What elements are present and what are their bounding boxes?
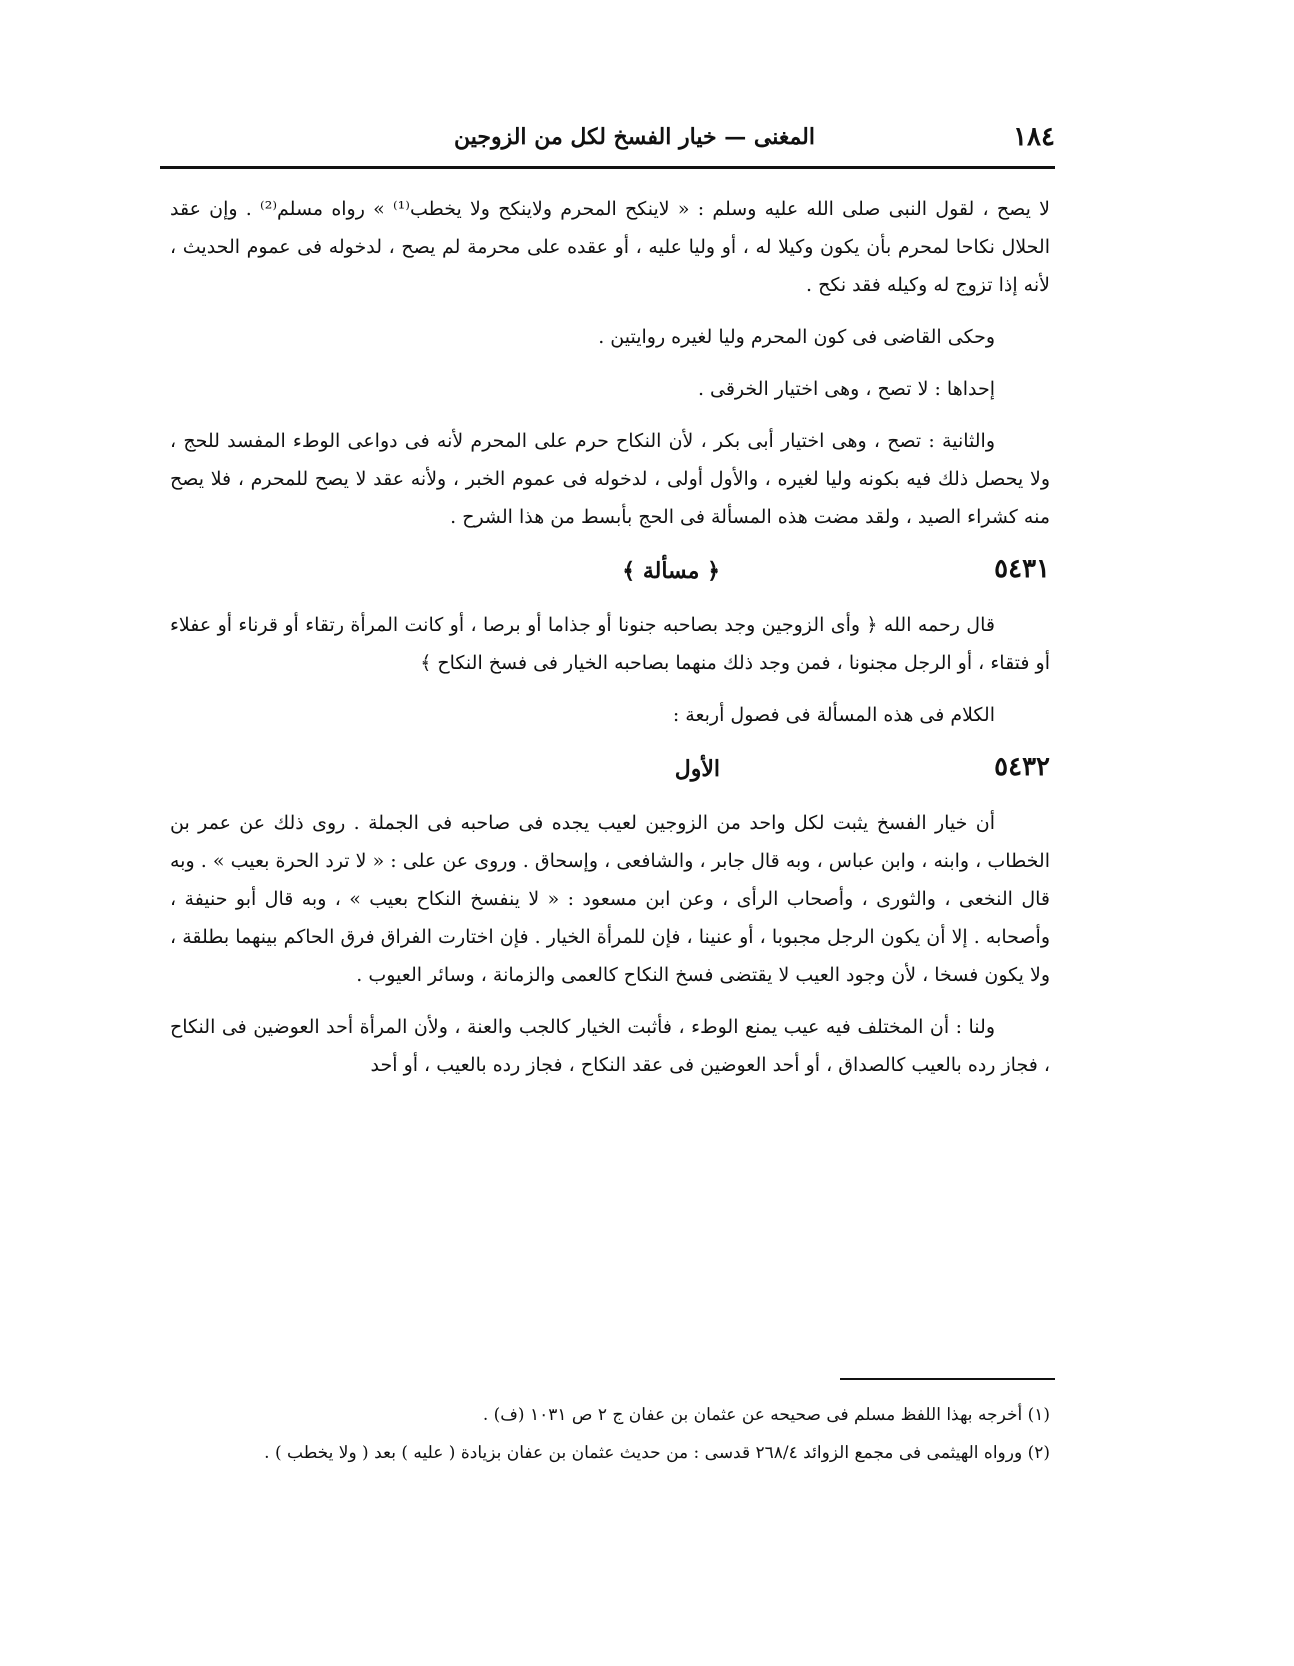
paragraph: قال رحمه الله ﴿ وأى الزوجين وجد بصاحبه جنونا أو جذاما أو برصا ، أو كانت المرأة رتقاء أو قرناء أو عفلاء أو فتقاء ، أو الرجل مجنونا ، فمن وجد ذلك منهما بصاحبه الخيار فى فسخ النكاح ﴾ [170,614,1050,674]
paragraph: لا يصح ، لقول النبى صلى الله عليه وسلم : « لاينكح المحرم ولاينكح ولا يخطب⁽¹⁾ » رواه مسلم⁽²⁾ . وإن عقد الحلال نكاحا لمحرم بأن يكون وكيلا له ، أو وليا عليه ، أو عقده على محرمة لم يصح ، لدخوله فى عموم الحديث ، لأنه إذا تزوج له وكيله فقد نكح . [170,198,1050,296]
running-title: المغنى — خيار الفسخ لكل من الزوجين [453,124,815,150]
paragraph: إحداها : لا تصح ، وهى اختيار الخرقى . [697,378,995,400]
footnote: (٢) ورواه الهيثمى فى مجمع الزوائد ٢٦٨/٤ قدسى : من حديث عثمان بن عفان بزيادة ( عليه ) بعد ( ولا يخطب ) . [264,1443,1050,1463]
footnote-rule [840,1378,1055,1380]
section-number: ٥٤٣٢ [994,752,1050,782]
paragraph: وحكى القاضى فى كون المحرم وليا لغيره روايتين . [598,326,995,348]
footnote: (١) أخرجه بهذا اللفظ مسلم فى صحيحه عن عثمان بن عفان ج ٢ ص ١٠٣١ (ف) . [482,1405,1050,1425]
section-label: الأول [674,756,720,782]
section-heading-first [170,748,1050,794]
section-number: ٥٤٣١ [994,554,1050,584]
page-header [160,118,1055,162]
paragraph: الكلام فى هذه المسألة فى فصول أربعة : [672,704,995,726]
page-number: ١٨٤ [1013,122,1055,152]
footnotes [165,1398,1050,1474]
section-label: ﴿ مسألة ﴾ [622,558,720,584]
paragraph: أن خيار الفسخ يثبت لكل واحد من الزوجين لعيب يجده فى صاحبه فى الجملة . روى ذلك عن عمر بن الخطاب ، وابنه ، وابن عباس ، وبه قال جابر ، والشافعى ، وإسحاق . وروى عن على : « لا ترد الحرة بعيب » . وبه قال النخعى ، والثورى ، وأصحاب الرأى ، وعن ابن مسعود : « لا ينفسخ النكاح بعيب » ، وبه قال أبو حنيفة ، وأصحابه . إلا أن يكون الرجل مجبوبا ، أو عنينا ، فإن للمرأة الخيار . فإن اختارت الفراق فرق الحاكم بينهما بطلقة ، ولا يكون فسخا ، لأن وجود العيب لا يقتضى فسخ النكاح كالعمى والزمانة ، وسائر العيوب . [170,812,1050,986]
paragraph: والثانية : تصح ، وهى اختيار أبى بكر ، لأن النكاح حرم على المحرم لأنه فى دواعى الوطء المفسد للحج ، ولا يحصل ذلك فيه بكونه وليا لغيره ، والأول أولى ، لدخوله فى عموم الخبر ، ولأنه عقد لا يصح للمحرم ، فلا يصح منه كشراء الصيد ، ولقد مضت هذه المسألة فى الحج بأبسط من هذا الشرح . [170,430,1050,528]
body-text [170,190,1050,1098]
section-heading-masala [170,550,1050,596]
paragraph: ولنا : أن المختلف فيه عيب يمنع الوطء ، فأثبت الخيار كالجب والعنة ، ولأن المرأة أحد العوضين فى النكاح ، فجاز رده بالعيب كالصداق ، أو أحد العوضين فى عقد النكاح ، فجاز رده بالعيب ، أو أحد [170,1016,1050,1076]
header-rule [160,166,1055,169]
